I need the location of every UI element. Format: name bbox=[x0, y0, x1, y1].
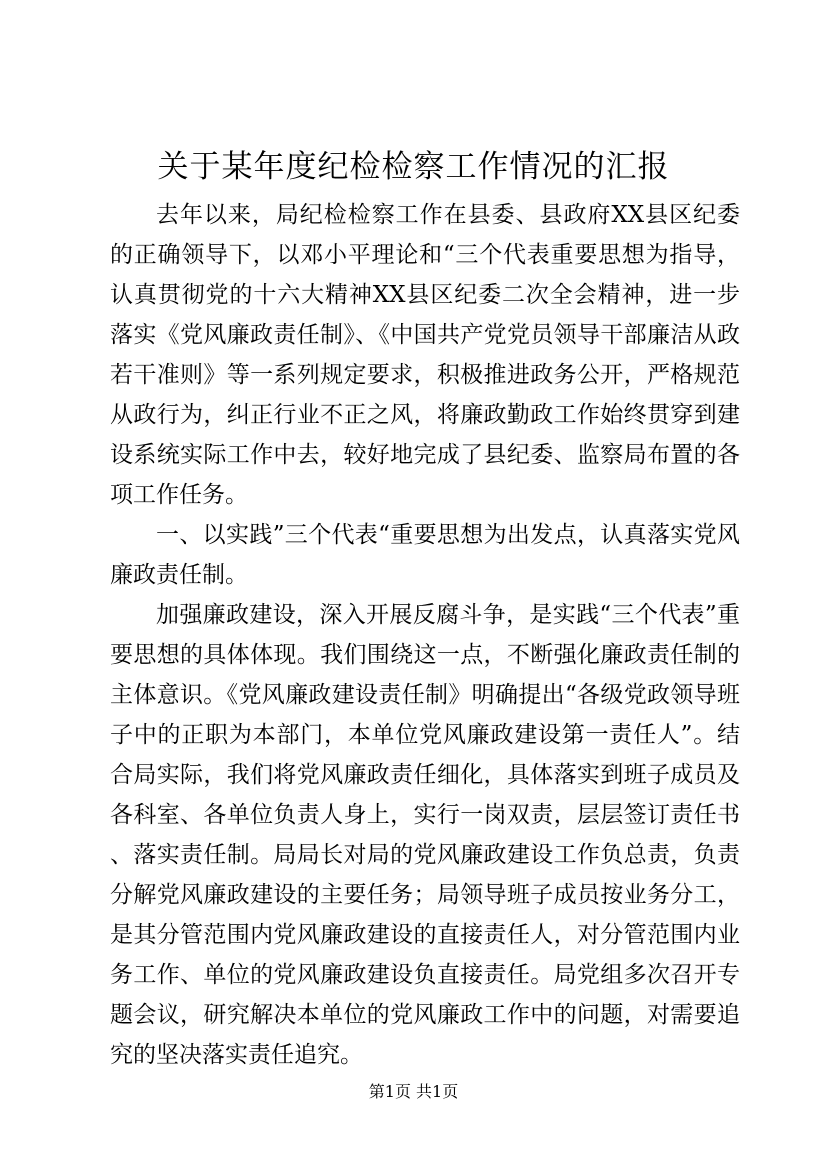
paragraph-responsibility: 加强廉政建设，深入开展反腐斗争，是实践“三个代表”重要思想的具体体现。我们围绕这一点，不断强化廉政责任制的主体意识。《党风廉政建设责任制》明确提出“各级党政领导班子中的正职为本部门，本单位党风廉政建设第一责任人”。结合局实际，我们将党风廉政责任细化，具体落实到班子成员及各科室、各单位负责人身上，实行一岗双责，层层签订责任书、落实责任制。局局长对局的党风廉政建设工作负总责，负责分解党风廉政建设的主要任务；局领导班子成员按业务分工，是其分管范围内党风廉政建设的直接责任人，对分管范围内业务工作、单位的党风廉政建设负直接责任。局党组多次召开专题会议，研究解决本单位的党风廉政工作中的问题，对需要追究的坚决落实责任追究。 bbox=[110, 602, 740, 1068]
paragraph-intro: 去年以来，局纪检检察工作在县委、县政府XX县区纪委的正确领导下，以邓小平理论和“三个代表重要思想为指导，认真贯彻党的十六大精神XX县区纪委二次全会精神，进一步落实《党风廉政责任制》、《中国共产党党员领导干部廉洁从政若干准则》等一系列规定要求，积极推进政务公开，严格规范从政行为，纠正行业不正之风，将廉政勤政工作始终贯穿到建设系统实际工作中去，较好地完成了县纪委、监察局布置的各项工作任务。 bbox=[110, 202, 740, 508]
document-body bbox=[110, 195, 740, 1075]
document-title: 关于某年度纪检检察工作情况的汇报 bbox=[157, 149, 670, 185]
page-number-footer: 第1页 共1页 bbox=[368, 1082, 459, 1101]
paragraph-section-heading: 一、以实践”三个代表“重要思想为出发点，认真落实党风廉政责任制。 bbox=[110, 522, 740, 588]
